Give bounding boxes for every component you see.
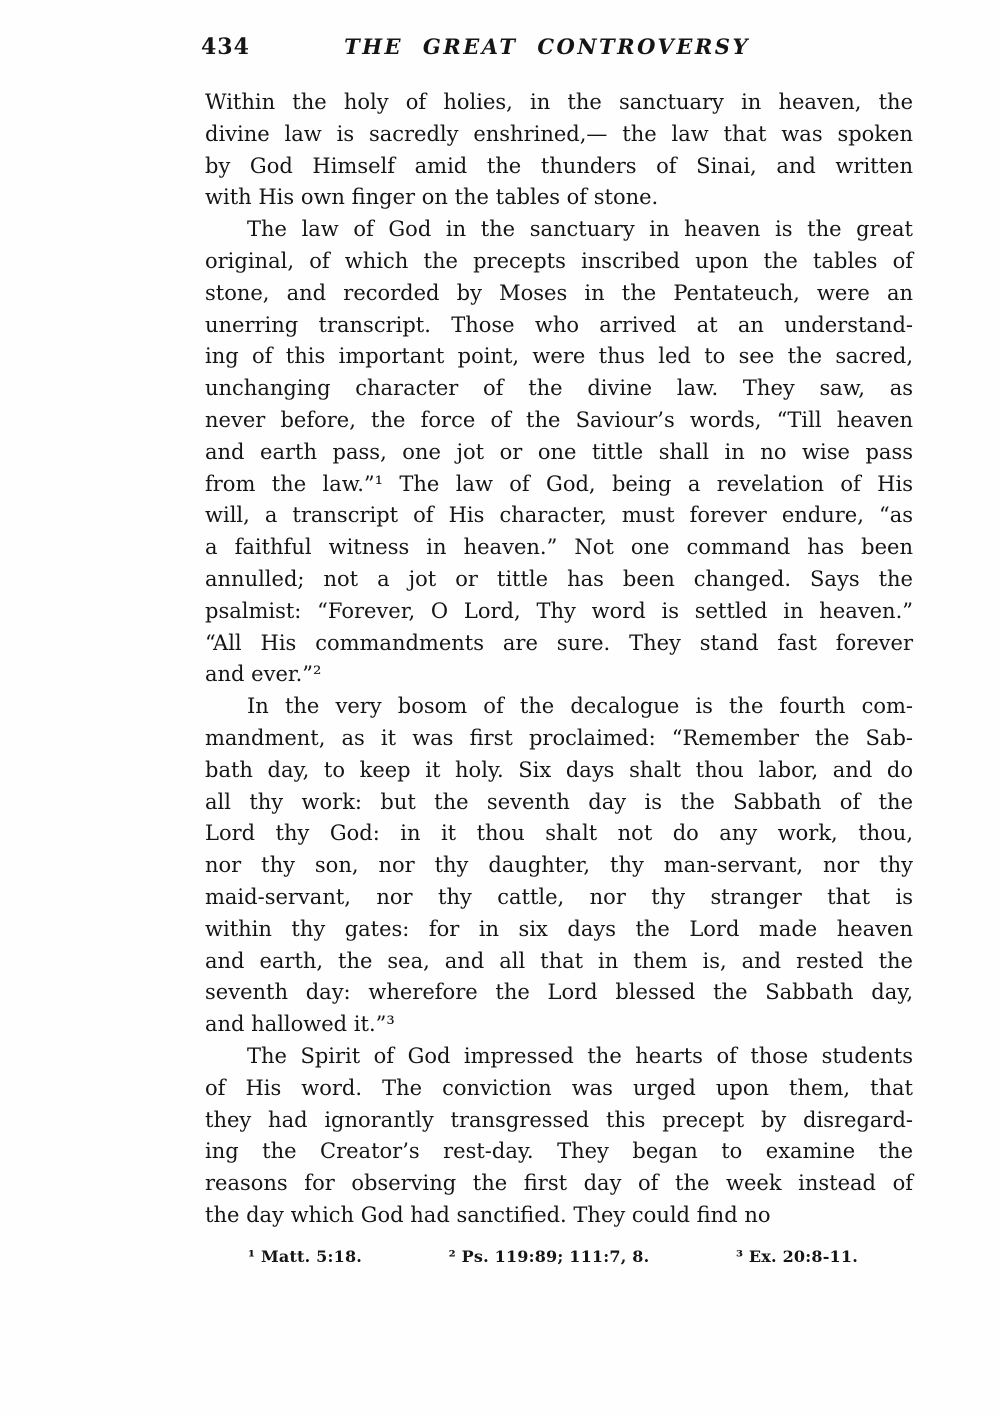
- page-number: 434: [201, 34, 250, 60]
- text-line: they had ignorantly transgressed this precept by disregard-: [205, 1107, 913, 1132]
- footnotes-row: [205, 1247, 913, 1266]
- paragraph: [205, 87, 913, 214]
- text-line: reasons for observing the first day of the week instead of: [205, 1171, 913, 1196]
- text-line: divine law is sacredly enshrined,— the law that was spoken: [205, 121, 913, 146]
- text-line: a faithful witness in heaven.” Not one command has been: [205, 535, 913, 560]
- text-line: Within the holy of holies, in the sanctuary in heaven, the: [205, 90, 913, 114]
- text-line: The Spirit of God impressed the hearts of those students: [247, 1043, 913, 1068]
- text-line: of His word. The conviction was urged upon them, that: [205, 1075, 913, 1100]
- text-line: nor thy son, nor thy daughter, thy man-servant, nor thy: [205, 853, 913, 878]
- text-line: psalmist: “Forever, O Lord, Thy word is settled in heaven.”: [205, 598, 913, 623]
- text-line: with His own finger on the tables of stone.: [205, 185, 659, 210]
- paragraph: [205, 1041, 913, 1232]
- text-line: and hallowed it.”³: [205, 1012, 395, 1037]
- text-line: the day which God had sanctified. They could find no: [205, 1202, 771, 1227]
- text-line: Lord thy God: in it thou shalt not do any work, thou,: [205, 821, 913, 846]
- text-line: by God Himself amid the thunders of Sinai, and written: [205, 153, 913, 178]
- text-line: never before, the force of the Saviour’s words, “Till heaven: [205, 407, 913, 432]
- text-line: ing the Creator’s rest-day. They began to examine the: [205, 1139, 913, 1164]
- footnote: ¹ Matt. 5:18.: [248, 1246, 363, 1266]
- page-body: [205, 87, 913, 1232]
- text-line: “All His commandments are sure. They stand fast forever: [205, 630, 913, 655]
- paragraph: [205, 691, 913, 1041]
- text-line: The law of God in the sanctuary in heaven is the great: [247, 217, 913, 242]
- text-line: unerring transcript. Those who arrived at an understand-: [205, 312, 913, 337]
- text-line: ing of this important point, were thus led to see the sacred,: [205, 344, 913, 369]
- text-line: bath day, to keep it holy. Six days shalt thou labor, and do: [205, 757, 913, 782]
- text-line: all thy work: but the seventh day is the Sabbath of the: [205, 789, 913, 814]
- footnote: ³ Ex. 20:8-11.: [735, 1246, 858, 1266]
- text-line: will, a transcript of His character, must forever endure, “as: [205, 503, 913, 528]
- footnote: ² Ps. 119:89; 111:7, 8.: [448, 1246, 650, 1266]
- text-line: annulled; not a jot or tittle has been changed. Says the: [205, 566, 913, 591]
- text-line: and earth, the sea, and all that in them is, and rested the: [205, 948, 913, 973]
- text-line: stone, and recorded by Moses in the Pentateuch, were an: [205, 280, 913, 305]
- text-line: and ever.”²: [205, 662, 322, 687]
- running-title: THE GREAT CONTROVERSY: [344, 34, 750, 59]
- text-line: mandment, as it was first proclaimed: “Remember the Sab-: [205, 725, 913, 750]
- text-line: unchanging character of the divine law. They saw, as: [205, 376, 913, 401]
- text-line: original, of which the precepts inscribed upon the tables of: [205, 248, 913, 273]
- text-line: and earth pass, one jot or one tittle shall in no wise pass: [205, 439, 913, 464]
- text-line: from the law.”¹ The law of God, being a revelation of His: [205, 471, 913, 496]
- text-line: maid-servant, nor thy cattle, nor thy stranger that is: [205, 884, 913, 909]
- text-line: within thy gates: for in six days the Lord made heaven: [205, 916, 913, 941]
- text-line: seventh day: wherefore the Lord blessed the Sabbath day,: [205, 980, 913, 1005]
- text-line: In the very bosom of the decalogue is the fourth com-: [247, 694, 913, 719]
- paragraph: [205, 214, 913, 691]
- page-header: [201, 34, 913, 60]
